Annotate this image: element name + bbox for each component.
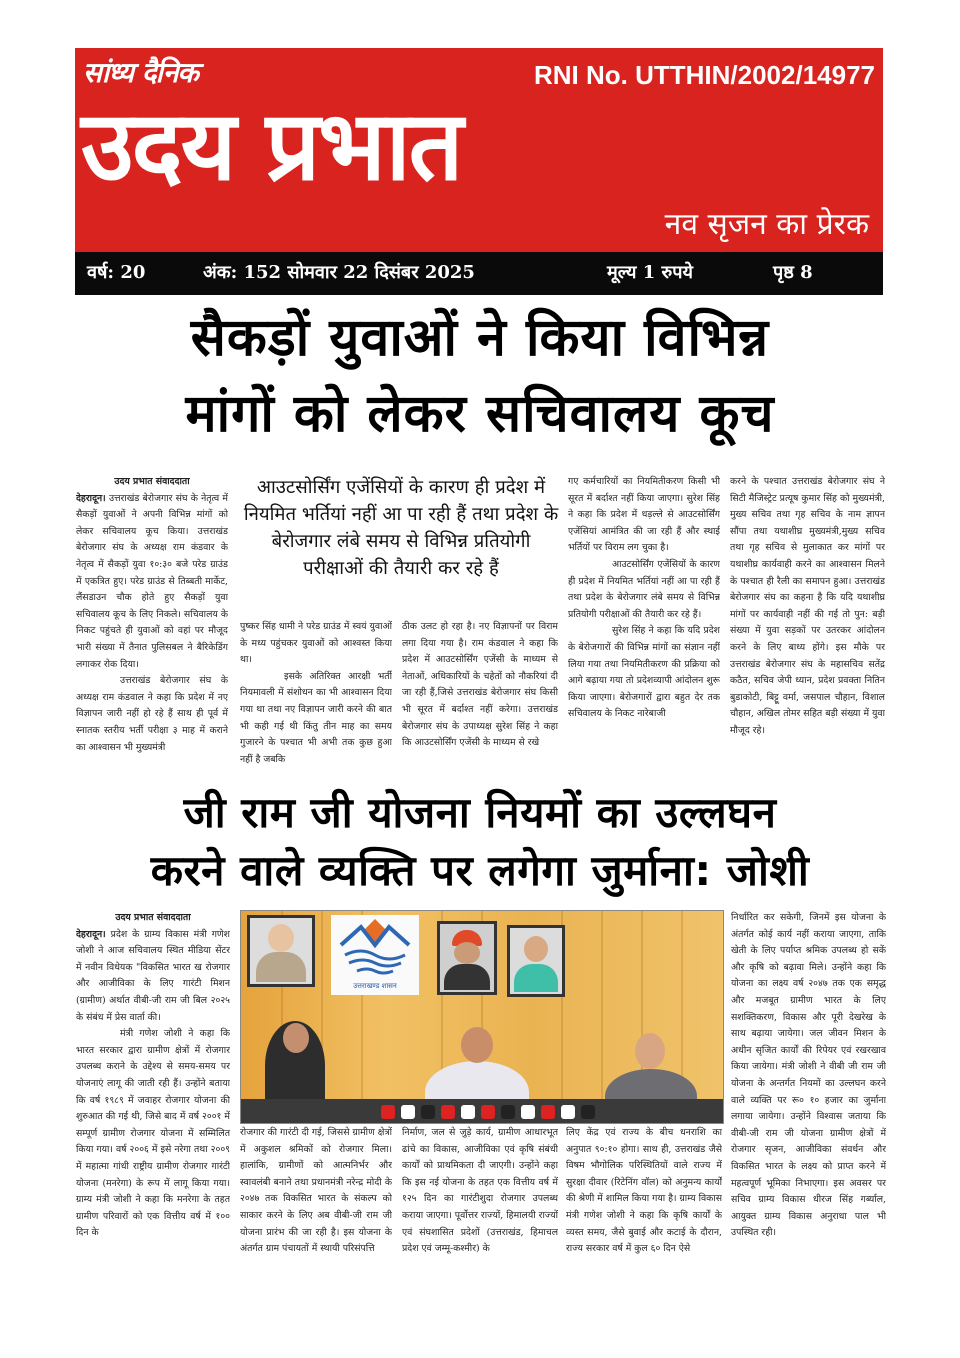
article1-column-1 <box>76 474 228 770</box>
article2-paragraph: मंत्री गणेश जोशी ने कहा कि भारत सरकार द्वारा ग्रामीण क्षेत्रों में रोजगार उपलब्ध कराने के उद्देश्य से समय-समय पर योजनाएं लागू की जाती रही हैं। उन्होंने बताया कि वर्ष १९८९ में जवाहर रोजगार योजना की शुरुआत की गई थी, जिसे बाद में वर्ष २००१ में सम्पूर्ण ग्रामीण रोजगार योजना में सम्मिलित किया गया। वर्ष २००६ में इसे नरेगा तथा २००९ में महात्मा गांधी राष्ट्रीय ग्रामीण रोजगार गारंटी योजना (मनरेगा) के रूप में लागू किया गया। ग्राम्य मंत्री जोशी ने कहा कि मनरेगा के तहत ग्रामीण परिवारों को एक वित्तीय वर्ष में १०० दिन के <box>76 1028 230 1239</box>
article2-paragraph: लिए केंद्र एवं राज्य के बीच धनराशि का अनुपात ९०:१० होगा। साथ ही, उत्तराखंड जैसे विषम भौगोलिक परिस्थितियों वाले राज्य में सुरक्षा दीवार (रिटेनिंग वॉल) को अनुमन्य कार्यों की श्रेणी में शामिल किया गया है। ग्राम्य विकास मंत्री गणेश जोशी ने कहा कि कृषि कार्यों के व्यस्त समय, जैसे बुवाई और कटाई के दौरान, राज्य सरकार वर्ष में कुल ६० दिन ऐसे <box>566 1127 722 1255</box>
article2-paragraph <box>76 927 230 1027</box>
press-conference-photo <box>240 910 724 1124</box>
newspaper-title: उदय प्रभात <box>81 90 462 202</box>
article2-column-5 <box>731 910 886 1275</box>
article1-paragraph: करने के पश्चात उत्तराखंड बेरोजगार संघ ने सिटी मैजिस्ट्रेट प्रत्यूष कुमार सिंह को मुख्यमंत्री, मुख्य सचिव तथा गृह सचिव के नाम ज्ञापन सौंपा तथा यथाशीघ्र मुख्यमंत्री,मुख्य सचिव तथा गृह सचिव से मुलाकात कर मांगों पर यथाशीघ्र कार्यवाही करने का आश्वासन मिलने के पश्चात ही रैली का समापन हुआ। उत्तराखंड बेरोजगार संघ का कहना है कि यदि यथाशीघ्र मांगों पर कार्यवाही नहीं की गई तो पुन: बड़ी संख्या में युवा सड़कों पर उतरकर आंदोलन करने के लिए बाध्य होंगे। इस मौके पर उत्तराखंड बेरोजगार संघ के महासचिव सतेंद्र कठैत, सचिव जेपी ध्यान, प्रदेश प्रवक्ता नितिन बुडाकोटी, बिट्टू वर्मा, जसपाल चौहान, विशाल चौहान, अखिल तोमर सहित बड़ी संख्या में युवा मौजूद रहे। <box>730 476 885 736</box>
mountain-logo-icon <box>331 915 419 979</box>
article1-headline-line1: सैकड़ों युवाओं ने किया विभिन्न <box>190 308 770 368</box>
logo-caption: उत्तराखण्ड शासन <box>353 982 397 990</box>
portrait-frame <box>507 925 565 997</box>
masthead-subtitle: सांध्य दैनिक <box>83 56 198 89</box>
masthead-tagline: नव सृजन का प्रेरक <box>664 207 869 242</box>
article2-column-3 <box>402 1125 558 1275</box>
article1-pullquote: आउटसोर्सिंग एजेंसियों के कारण ही प्रदेश में नियमित भर्तियां नहीं आ पा रही हैं तथा प्रदेश के बेरोजगार लंबे समय से विभिन्न प्रतियोगी परीक्षाओं की तैयारी कर रहे हैं <box>243 477 559 579</box>
portrait-frame <box>247 915 315 987</box>
article1-column-4 <box>568 474 720 770</box>
article1-paragraph: इसके अतिरिक्त आरक्षी भर्ती नियमावली में संशोधन का भी आश्वासन दिया गया था तथा नए विज्ञापन जारी करने की बात भी कही गई थी किंतु तीन माह का समय गुजारने के पश्चात भी अभी तक कुछ हुआ नहीं है जबकि <box>240 670 392 765</box>
article2-paragraph: निर्धारित कर सकेगी, जिनमें इस योजना के अंतर्गत कोई कार्य नहीं कराया जाएगा, ताकि खेती के लिए पर्याप्त श्रमिक उपलब्ध हो सकें और कृषि को बढ़ावा मिले। उन्होंने कहा कि योजना का लक्ष्य वर्ष २०४७ तक एक समृद्ध और मजबूत ग्रामीण भारत के लिए सशक्तिकरण, विकास और पूरी देखरेख के साथ बढ़ाया जायेगा। जल जीवन मिशन के अधीन सृजित कार्यों की रिपेयर एवं रखरखाव किया जायेगा। मंत्री जोशी ने वीबी जी राम जी योजना के अन्तर्गत नियमों का उल्लघन करने वाले व्यक्ति पर रू० १० हजार का जुर्माना लगाया जायेगा। उन्होंने विश्वास जताया कि वीबी-जी राम जी योजना ग्रामीण क्षेत्रों में रोजगार सृजन, आजीविका संवर्धन और विकसित भारत के लक्ष्य को प्राप्त करने में महत्वपूर्ण भूमिका निभाएगा। इस अवसर पर सचिव ग्राम्य विकास धीरज सिंह गर्ब्याल, आयुक्त ग्राम्य विकास अनुराधा पाल भी उपस्थित रही। <box>731 912 886 1239</box>
portrait-frame <box>437 921 497 995</box>
article2-paragraph: रोजगार की गारंटी दी गई, जिससे ग्रामीण क्षेत्रों में अकुशल श्रमिकों को रोजगार मिला। हालांकि, ग्रामीणों को आत्मनिर्भर और स्वावलंबी बनाने तथा प्रधानमंत्री नरेन्द्र मोदी के २०४७ तक विकसित भारत के संकल्प को साकार करने के लिए अब वीबी-जी राम जी योजना प्रारंभ की जा रही है। इस योजना के अंतर्गत ग्राम पंचायतों में स्थायी परिसंपत्ति <box>240 1127 392 1255</box>
article1-paragraph: ठीक उलट हो रहा है। नए विज्ञापनों पर विराम लगा दिया गया है। राम कंडवाल ने कहा कि प्रदेश में आउटसोर्सिंग एजेंसी के माध्यम से नेताओं, अधिकारियों के चहेतों को नौकरियां दी जा रही हैं,जिसे उत्तराखंड बेरोजगार संघ किसी भी सूरत में बर्दाश्त नहीं करेगा। उत्तराखंड बेरोजगार संघ के उपाध्यक्ष सुरेश सिंह ने कहा कि आउटसोर्सिंग एजेंसी के माध्यम से रखे <box>402 621 558 749</box>
article1-headline <box>75 300 885 452</box>
article1-column-3 <box>402 619 558 770</box>
issue-year: वर्ष: 20 <box>87 262 146 283</box>
issue-price: मूल्य 1 रुपये <box>607 262 693 283</box>
article2-dateline: देहरादून। <box>76 928 106 940</box>
article2-body-text: प्रदेश के ग्राम्य विकास मंत्री गणेश जोशी ने आज सचिवालय स्थित मीडिया सेंटर में नवीन विधेयक "विकसित भारत ख रोजगार और आजीविका के लिए गारंटी मिशन (ग्रामीण) अर्थात वीबी-जी राम जी बिल २०२५ के संबंध में प्रेस वार्ता की। <box>76 928 230 1023</box>
article2-headline-line2: करने वाले व्यक्ति पर लगेगा जुर्माना: जोशी <box>150 846 810 895</box>
uttarakhand-govt-logo <box>331 915 419 995</box>
masthead <box>75 48 883 252</box>
article1-paragraph: उत्तराखंड बेरोजगार संघ के अध्यक्ष राम कंडवाल ने कहा कि प्रदेश में नए विज्ञापन जारी नहीं हो रहे हैं साथ ही पूर्व में स्नातक स्तरीय भर्ती परीक्षा ३ माह में कराने का आश्वासन भी मुख्यमंत्री <box>76 675 228 753</box>
article2-headline-line1: जी राम जी योजना नियमों का उल्लघन <box>183 788 777 837</box>
article2-column-4 <box>566 1125 722 1275</box>
article1-paragraph: आउटसोर्सिंग एजेंसियों के कारण ही प्रदेश में नियमित भर्तियां नहीं आ पा रही हैं तथा प्रदेश के बेरोजगार लंबे समय से विभिन्न प्रतियोगी परीक्षाओं की तैयारी कर रहे हैं। <box>568 558 720 620</box>
article2-column-1 <box>76 910 230 1275</box>
article1-paragraph: सुरेश सिंह ने कहा कि यदि प्रदेश के बेरोजगारों की विभिन्न मांगों का संज्ञान नहीं लिया गया तथा नियमितीकरण की प्रक्रिया को आगे बढ़ाया गया तो प्रदेशव्यापी आंदोलन शुरू किया जाएगा। बेरोजगारों द्वारा बहुत देर तक सचिवालय के निकट नारेबाजी <box>568 625 720 720</box>
article1-column-2 <box>240 619 392 770</box>
article1-byline: उदय प्रभात संवाददाता <box>114 476 190 487</box>
article1-paragraph: पुष्कर सिंह धामी ने परेड ग्राउंड में स्वयं युवाओं के मध्य पहुंचकर युवाओं को आश्वस्त किया था। <box>240 621 392 666</box>
article1-body-text: उत्तराखंड बेरोजगार संघ के नेतृत्व में सैकड़ों युवाओं ने अपनी विभिन्न मांगों को लेकर सचिवालय कूच किया। उत्तराखंड बेरोजगार संघ के अध्यक्ष राम कंडवार के नेतृत्व में सैकड़ों युवा १०:३० बजे परेड ग्राउंड में एकत्रित हुए। परेड ग्राउंड से तिब्बती मार्केट, लैंसडाउन चौक होते हुए सैकड़ों युवा सचिवालय कूच के लिए निकले। सचिवालय के निकट पहुंचते ही युवाओं को वहां पर मौजूद भारी संख्या में तैनात पुलिसबल ने बैरिकेडिंग लगाकर रोक दिया। <box>76 492 228 670</box>
article1-paragraph <box>76 491 228 674</box>
article2-byline: उदय प्रभात संवाददाता <box>115 912 191 923</box>
rni-number: RNI No. UTTHIN/2002/14977 <box>533 60 875 90</box>
issue-number-date: अंक: 152 सोमवार 22 दिसंबर 2025 <box>203 262 475 283</box>
page-count: पृष्ठ 8 <box>773 262 813 283</box>
article1-dateline: देहरादून। <box>76 492 106 504</box>
article1-paragraph: गए कर्मचारियों का नियमितीकरण किसी भी सूरत में बर्दाश्त नहीं किया जाएगा। सुरेश सिंह ने कहा कि प्रदेश में धड़ल्ले से आउटसोर्सिंग एजेंसियां आमंत्रित की जा रही हैं और स्थाई भर्तियों पर विराम लग चुका है। <box>568 476 720 554</box>
article2-paragraph: निर्माण, जल से जुड़े कार्य, ग्रामीण आधारभूत ढांचे का विकास, आजीविका एवं कृषि संबंधी कार्यों को प्राथमिकता दी जाएगी। उन्होंने कहा कि इस नई योजना के तहत एक वित्तीय वर्ष में १२५ दिन का गारंटीशुदा रोजगार उपलब्ध कराया जाएगा। पूर्वोत्तर राज्यों, हिमालयी राज्यों एवं संघशासित प्रदेशों (उत्तराखंड, हिमाचल प्रदेश एवं जम्मू-कश्मीर) के <box>402 1127 558 1255</box>
article1-headline-line2: मांगों को लेकर सचिवालय कूच <box>185 384 775 444</box>
issue-info-bar <box>75 252 883 295</box>
article2-headline <box>75 784 885 900</box>
article1-column-5 <box>730 474 885 770</box>
article2-column-2 <box>240 1125 392 1275</box>
